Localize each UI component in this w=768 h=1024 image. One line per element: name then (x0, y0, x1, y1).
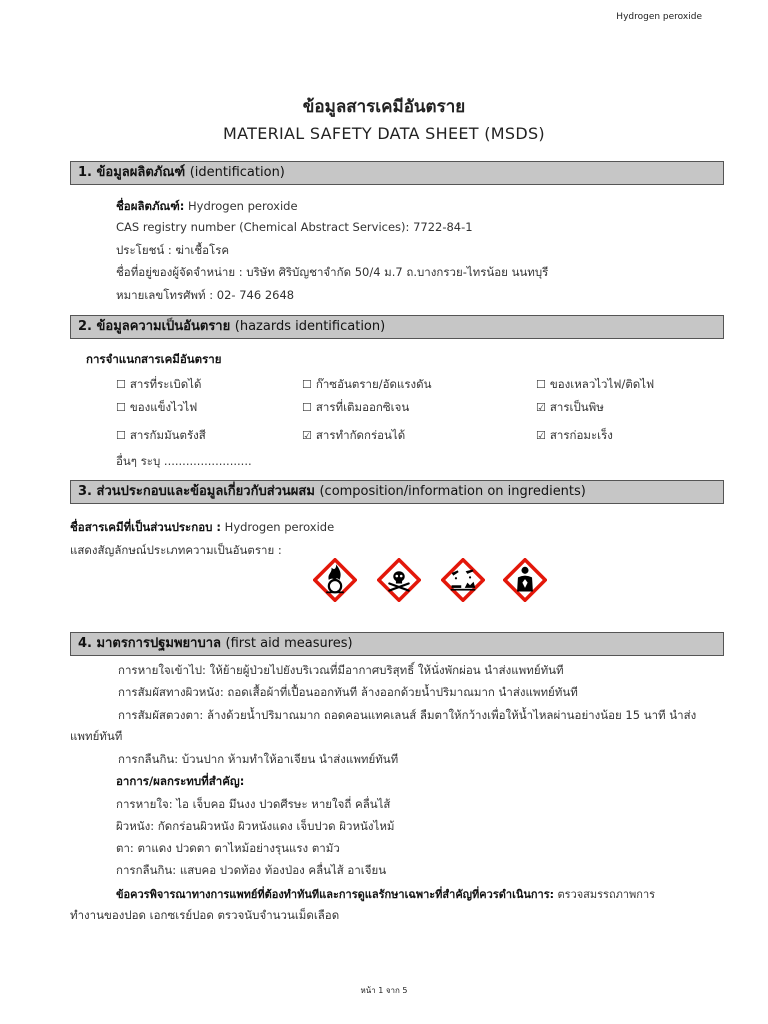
checkbox-label: สารทำกัดกร่อนได้ (315, 428, 406, 442)
symptom-swallowing: การกลืนกิน: แสบคอ ปวดท้อง ท้องป่อง คลื่นไส้ อาเจียน (116, 863, 387, 877)
checkbox-label: สารที่ระเบิดได้ (129, 377, 202, 391)
chemical-component-label: ชื่อสารเคมีที่เป็นส่วนประกอบ : (70, 520, 222, 534)
chemical-component-line (70, 519, 334, 537)
checkbox-label: สารกัมมันตรังสี (129, 428, 206, 442)
supplier-address: ชื่อที่อยู่ของผู้จัดจำหน่าย : บริษัท ศิริบัญชาจำกัด 50/4 ม.7 ถ.บางกรวย-ไทรน้อย นนทบุรี (116, 265, 549, 279)
oxidizer-pictogram-icon (313, 558, 357, 602)
symptoms-heading: อาการ/ผลกระทบที่สำคัญ: (116, 774, 245, 788)
checkbox-icon: ☐ (116, 429, 126, 442)
product-name-label: ชื่อผลิตภัณฑ์: (116, 199, 185, 213)
hazard-symbol-label: แสดงสัญลักษณ์ประเภทความเป็นอันตราย : (70, 543, 282, 557)
page-title-thai: ข้อมูลสารเคมีอันตราย (302, 97, 466, 117)
medical-attention-label: ข้อควรพิจารณาทางการแพทย์ที่ต้องทำทันทีและการดูแลรักษาเฉพาะที่สำคัญที่ควรดำเนินการ: (116, 888, 555, 901)
symptom-breathing: การหายใจ: ไอ เจ็บคอ มึนงง ปวดศีรษะ หายใจถี่ คลื่นไส้ (116, 797, 391, 811)
checkbox-explosive (116, 376, 201, 394)
page-number: หน้า 1 จาก 5 (360, 986, 408, 995)
checkbox-label: สารก่อมะเร็ง (549, 428, 613, 442)
section-1-heading (70, 161, 724, 185)
section-2-heading-thai: 2. ข้อมูลความเป็นอันตราย (78, 319, 231, 334)
checkbox-icon: ☐ (536, 378, 546, 391)
health-hazard-pictogram-icon (503, 558, 547, 602)
first-aid-swallow: การกลืนกิน: บ้วนปาก ห้ามทำให้อาเจียน นำส่งแพทย์ทันที (118, 752, 399, 766)
checkbox-radioactive (116, 427, 206, 445)
medical-attention-line (116, 885, 655, 903)
checkbox-corrosive (302, 427, 405, 445)
symptom-skin: ผิวหนัง: กัดกร่อนผิวหนัง ผิวหนังแดง เจ็บปวด ผิวหนังไหม้ (116, 819, 395, 833)
checkbox-oxidizer (302, 399, 409, 417)
product-name-value: Hydrogen peroxide (188, 199, 298, 213)
product-use: ประโยชน์ : ฆ่าเชื้อโรค (116, 243, 230, 257)
checkbox-flammable-solid (116, 399, 197, 417)
checkbox-icon: ☐ (116, 378, 126, 391)
section-3-heading-english: (composition/information on ingredients) (319, 484, 586, 499)
first-aid-eyes-cont: แพทย์ทันที (70, 729, 123, 743)
section-1-heading-thai: 1. ข้อมูลผลิตภัณฑ์ (78, 165, 186, 180)
section-4-heading (70, 632, 724, 656)
corrosive-pictogram-icon (441, 558, 485, 602)
checkbox-icon: ☐ (116, 401, 126, 414)
header-document-name: Hydrogen peroxide (616, 12, 702, 22)
section-4-heading-thai: 4. มาตรการปฐมพยาบาล (78, 636, 221, 651)
section-1-heading-english: (identification) (189, 165, 285, 180)
checkbox-icon: ☑ (536, 429, 546, 442)
first-aid-skin: การสัมผัสทางผิวหนัง: ถอดเสื้อผ้าที่เปื้อนออกทันที ล้างออกด้วยน้ำปริมาณมาก นำส่งแพทย์ทันที (118, 685, 578, 699)
section-2-heading (70, 315, 724, 339)
supplier-phone: หมายเลขโทรศัพท์ : 02- 746 2648 (116, 288, 295, 302)
checkbox-carcinogen (536, 427, 613, 445)
toxic-pictogram-icon (377, 558, 421, 602)
first-aid-inhalation: การหายใจเข้าไป: ให้ย้ายผู้ป่วยไปยังบริเวณที่มีอากาศบริสุทธิ์ ให้นั่งพักผ่อน นำส่งแพทย์ทันที (118, 663, 564, 677)
cas-number: CAS registry number (Chemical Abstract Services): 7722-84-1 (116, 220, 473, 234)
page-title-english: MATERIAL SAFETY DATA SHEET (MSDS) (223, 124, 545, 143)
product-name-line (116, 198, 298, 216)
checkbox-label: ของแข็งไวไฟ (129, 400, 198, 414)
classification-label: การจำแนกสารเคมีอันตราย (86, 352, 222, 366)
checkbox-label: สารที่เติมออกซิเจน (315, 400, 410, 414)
symptom-eyes: ตา: ตาแดง ปวดตา ตาไหม้อย่างรุนแรง ตามัว (116, 841, 340, 855)
other-specify: อื่นๆ ระบุ ........................ (116, 454, 252, 468)
section-3-heading (70, 480, 724, 504)
medical-attention-cont: ทำงานของปอด เอกซเรย์ปอด ตรวจนับจำนวนเม็ดเลือด (70, 908, 340, 922)
checkbox-label: ของเหลวไวไฟ/ติดไฟ (549, 377, 655, 391)
checkbox-icon: ☑ (536, 401, 546, 414)
checkbox-flammable-liquid (536, 376, 654, 394)
checkbox-icon: ☐ (302, 378, 312, 391)
medical-attention-text: ตรวจสมรรถภาพการ (554, 888, 656, 901)
first-aid-eyes: การสัมผัสตวงตา: ล้างด้วยน้ำปริมาณมาก ถอดคอนแทคเลนส์ ลืมตาให้กว้างเพื่อให้น้ำไหลผ่านอย่างน้อย 15 นาที นำส่ง (118, 708, 697, 722)
checkbox-compressed-gas (302, 376, 432, 394)
section-2-heading-english: (hazards identification) (234, 319, 386, 334)
section-4-heading-english: (first aid measures) (225, 636, 353, 651)
checkbox-icon: ☐ (302, 401, 312, 414)
section-3-heading-thai: 3. ส่วนประกอบและข้อมูลเกี่ยวกับส่วนผสม (78, 484, 315, 499)
checkbox-icon: ☑ (302, 429, 312, 442)
checkbox-toxic (536, 399, 604, 417)
chemical-component-value: Hydrogen peroxide (224, 520, 335, 534)
checkbox-label: สารเป็นพิษ (549, 400, 604, 414)
checkbox-label: ก๊าซอันตราย/อัดแรงดัน (315, 377, 432, 391)
